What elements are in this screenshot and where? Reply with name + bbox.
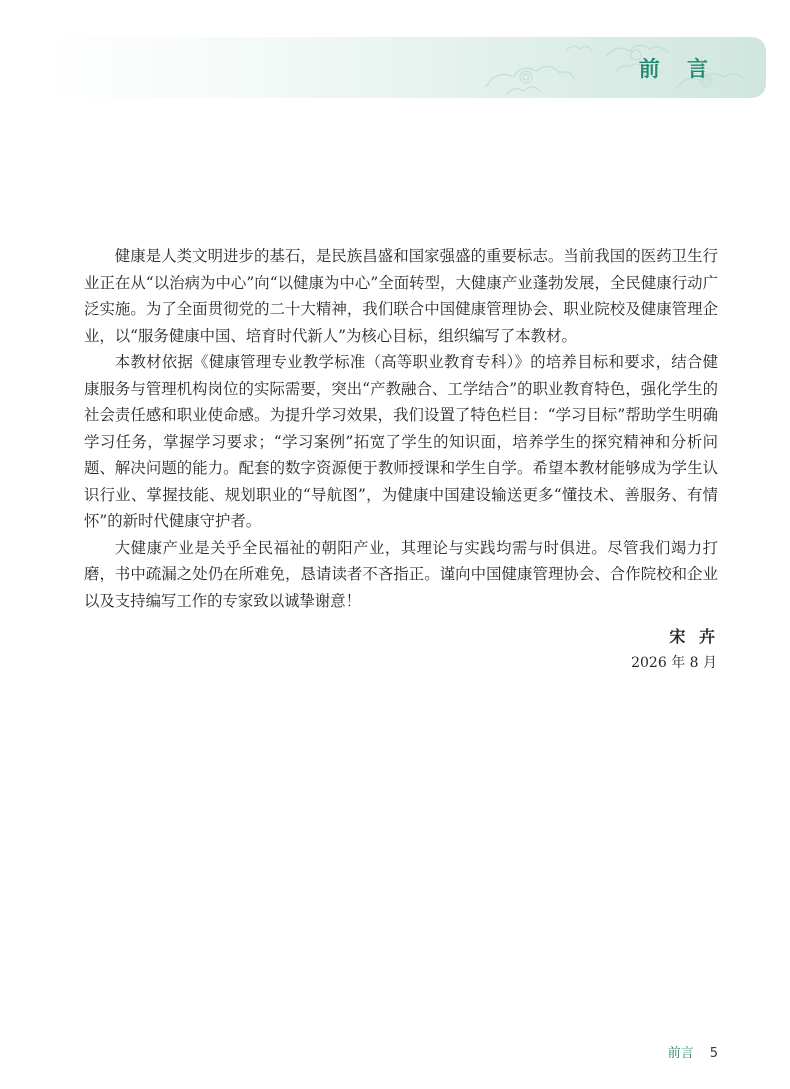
page-title: 前 言 (638, 57, 718, 81)
footer-section-label: 前言 (667, 1046, 694, 1061)
author-signature: 宋 卉 (669, 627, 719, 646)
signature-date: 2026 年 8 月 (631, 655, 717, 671)
page-footer (668, 1042, 718, 1061)
preface-paragraph-2: 本教材依据《健康管理专业教学标准（高等职业教育专科）》的培养目标和要求，结合健康服务与管理机构岗位的实际需要，突出“产教融合、工学结合”的职业教育特色，强化学生的社会责任感和职业使命感。为提升学习效果，我们设置了特色栏目：“学习目标”帮助学生明确学习任务，掌握学习要求；“学习案例”拓宽了学生的知识面，培养学生的探究精神和分析问题、解决问题的能力。配套的数字资源便于教师授课和学生自学。希望本教材能够成为学生认识行业、掌握技能、规划职业的“导航图”，为健康中国建设输送更多“懂技术、善服务、有情怀”的新时代健康守护者。 (84, 353, 718, 530)
preface-body (84, 243, 718, 614)
page-number: 5 (709, 1046, 718, 1061)
cloud-pattern-icon (466, 37, 766, 98)
preface-paragraph-3: 大健康产业是关乎全民福祉的朝阳产业，其理论与实践均需与时俱进。尽管我们竭力打磨，书中疏漏之处仍在所难免，恳请读者不吝指正。谨向中国健康管理协会、合作院校和企业以及支持编写工作的专家致以诚挚谢意！ (84, 538, 718, 610)
preface-paragraph-1: 健康是人类文明进步的基石，是民族昌盛和国家强盛的重要标志。当前我国的医药卫生行业正在从“以治病为中心”向“以健康为中心”全面转型，大健康产业蓬勃发展，全民健康行动广泛实施。为了全面贯彻党的二十大精神，我们联合中国健康管理协会、职业院校及健康管理企业，以“服务健康中国、培育时代新人”为核心目标，组织编写了本教材。 (84, 247, 718, 345)
